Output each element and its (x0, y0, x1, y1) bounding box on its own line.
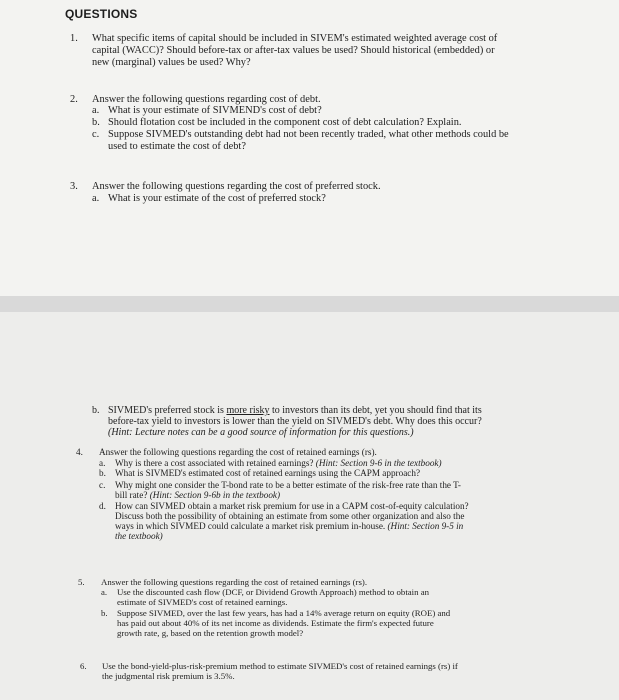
part-text-pre: SIVMED's preferred stock is (108, 405, 227, 416)
question-number: 2. (70, 94, 78, 105)
question-6-line-1: Use the bond-yield-plus-risk-premium method to estimate SIVMED's cost of retained earnings (rs) if (102, 661, 458, 671)
part-text-main: ways in which SIVMED could calculate a market risk premium in-house. (115, 521, 386, 531)
part-text: used to estimate the cost of debt? (108, 141, 246, 152)
question-1-line-1: What specific items of capital should be included in SIVEM's estimated weighted average cost of (92, 33, 498, 44)
part-text: Why might one consider the T-bond rate to be a better estimate of the risk-free rate than the T- (115, 480, 461, 490)
question-4-intro: Answer the following questions regarding the cost of retained earnings (rs). (99, 447, 377, 457)
part-letter: a. (92, 193, 100, 204)
page-gap (0, 296, 619, 312)
part-text (115, 458, 442, 468)
part-text: before-tax yield to investors is lower than the yield on SIVMED's debt. Why does this occur? (108, 416, 482, 427)
part-text: How can SIVMED obtain a market risk premium for use in a CAPM cost-of-equity calculation? (115, 501, 469, 511)
part-text: Should flotation cost be included in the component cost of debt calculation? Explain. (108, 117, 462, 128)
hint-text: (Hint: Section 9-6b in the textbook) (149, 490, 281, 500)
question-number: 3. (70, 181, 78, 192)
part-letter: c. (92, 129, 100, 140)
hint-text: (Hint: Section 9-5 in (387, 521, 464, 531)
part-letter: d. (99, 501, 106, 511)
part-letter: a. (92, 105, 100, 116)
part-text: estimate of SIVMED's cost of retained earnings. (117, 597, 288, 607)
part-letter: b. (92, 405, 100, 416)
part-letter: a. (99, 458, 106, 468)
part-text (108, 405, 482, 416)
part-text: has paid out about 40% of its net income as dividends. Estimate the firm's expected future (117, 618, 434, 628)
question-number: 5. (78, 577, 85, 587)
part-text (115, 490, 280, 500)
hint-text: (Hint: Lecture notes can be a good source of information for this questions.) (108, 427, 414, 438)
question-number: 4. (76, 447, 83, 457)
question-2-intro: Answer the following questions regarding cost of debt. (92, 94, 321, 105)
part-text: Discuss both the possibility of obtaining an estimate from some other organization and also the (115, 511, 465, 521)
part-letter: b. (101, 608, 108, 618)
questions-heading: QUESTIONS (65, 7, 138, 21)
question-number: 1. (70, 33, 78, 44)
part-text: What is your estimate of the cost of preferred stock? (108, 193, 326, 204)
question-number: 6. (80, 661, 87, 671)
question-1-line-2: capital (WACC)? Should before-tax or after-tax values be used? Should historical (embedded) or (92, 45, 495, 56)
part-letter: b. (99, 468, 106, 478)
question-3-intro: Answer the following questions regarding the cost of preferred stock. (92, 181, 381, 192)
part-text: Suppose SIVMED, over the last few years, has had a 14% average return on equity (ROE) and (117, 608, 451, 618)
part-letter: b. (92, 117, 100, 128)
hint-text: (Hint: Section 9-6 in the textbook) (315, 458, 442, 468)
question-6-line-2: the judgmental risk premium is 3.5%. (102, 671, 235, 681)
part-text-main: bill rate? (115, 490, 148, 500)
part-text: Use the discounted cash flow (DCF, or Dividend Growth Approach) method to obtain an (117, 587, 430, 597)
hint-text: the textbook) (115, 531, 163, 541)
question-1-line-3: new (marginal) values be used? Why? (92, 57, 251, 68)
top-page (0, 0, 619, 297)
part-letter: a. (101, 587, 108, 597)
part-text (115, 521, 463, 531)
underlined-text: more risky (226, 405, 270, 416)
part-text: Suppose SIVMED's outstanding debt had not been recently traded, what other methods could be (108, 129, 509, 140)
part-letter: c. (99, 480, 106, 490)
part-text: What is SIVMED's estimated cost of retained earnings using the CAPM approach? (115, 468, 421, 478)
bottom-page (0, 312, 619, 700)
part-text: growth rate, g, based on the retention growth model? (117, 628, 304, 638)
part-text: What is your estimate of SIVMEND's cost of debt? (108, 105, 322, 116)
part-text-post: to investors than its debt, yet you should find that its (269, 405, 482, 416)
part-text-main: Why is there a cost associated with retained earnings? (115, 458, 314, 468)
question-5-intro: Answer the following questions regarding the cost of retained earnings (rs). (101, 577, 368, 587)
